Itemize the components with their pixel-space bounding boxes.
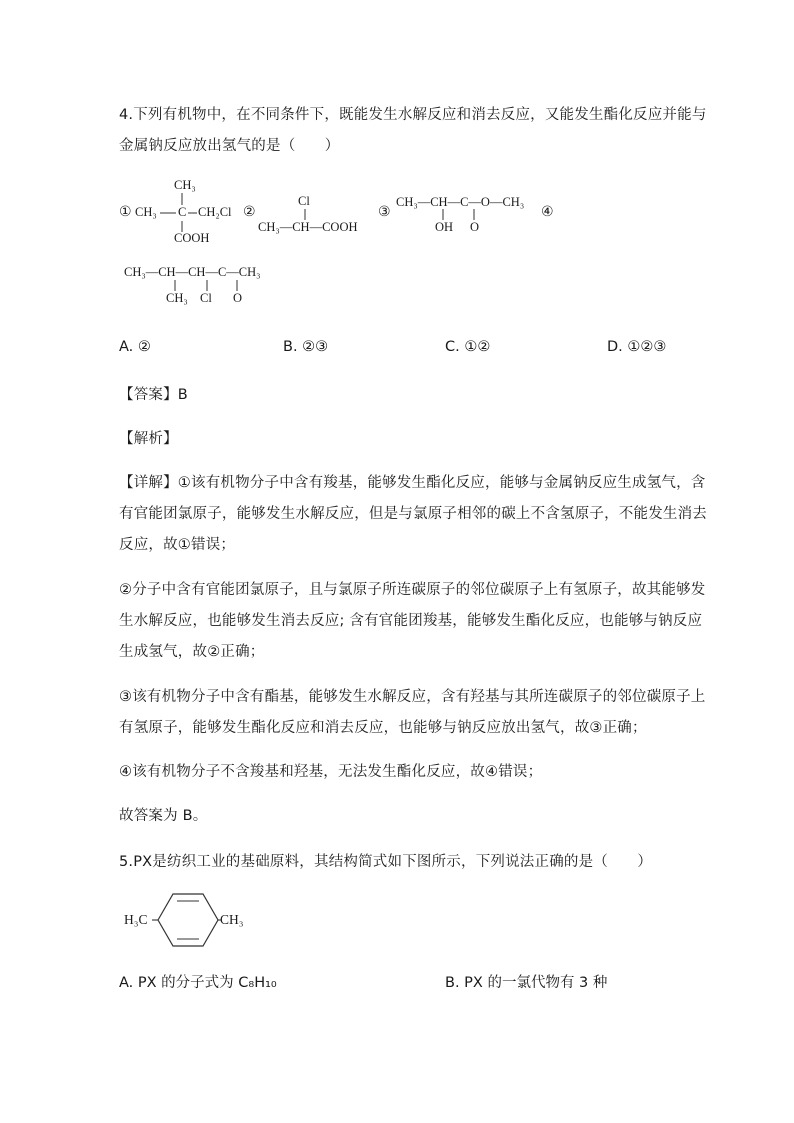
structure-3-number: ③ — [378, 204, 391, 220]
detail-line: 有氢原子，能够发生酯化反应和消去反应，也能够与钠反应放出氢气，故③正确； — [119, 720, 647, 736]
benzene-ring-icon — [118, 890, 258, 950]
q4-option-d: D. ①②③ — [607, 339, 667, 355]
structure-1-cooh: COOH — [174, 231, 210, 245]
q5-option-b: B. PX 的一氯代物有 3 种 — [445, 975, 608, 991]
q4-option-c: C. ①② — [445, 339, 491, 355]
structure-4-chain: CH₃—CH—CH—C—CH₃ — [124, 265, 261, 279]
structure-4-number: ④ — [541, 204, 554, 220]
structure-2-cl: Cl — [298, 194, 310, 208]
px-left-group: H₃C — [124, 912, 148, 927]
detail-line: 反应，故①错误； — [119, 537, 236, 553]
q4-option-a: A. ② — [119, 339, 151, 355]
structure-1-ch3-top: CH₃ — [174, 178, 196, 192]
q5-stem: 5.PX是纺织工业的基础原料，其结构简式如下图所示，下列说法正确的是（ ） — [119, 854, 653, 870]
structure-3-chain: CH₃—CH—C—O—CH₃ — [396, 195, 525, 209]
q4-option-b: B. ②③ — [283, 339, 329, 355]
structure-2-number: ② — [243, 204, 256, 220]
detail-line: 生成氢气，故②正确； — [119, 644, 265, 660]
q4-stem-line1: 4.下列有机物中，在不同条件下，既能发生水解反应和消去反应，又能发生酯化反应并能与 — [119, 107, 707, 123]
structure-3-o: O — [470, 220, 480, 234]
detail-line: ④该有机物分子不含羧基和羟基，无法发生酯化反应，故④错误； — [119, 764, 543, 780]
structure-1-carbon: C — [178, 205, 187, 219]
structure-4-ch3: CH₃ — [166, 291, 188, 305]
q4-answer: 【答案】B — [119, 387, 188, 403]
q4-stem-line2: 金属钠反应放出氢气的是（ ） — [119, 138, 340, 154]
q5-option-a: A. PX 的分子式为 C₈H₁₀ — [119, 975, 277, 991]
detail-line: 生水解反应，也能够发生消去反应; 含有官能团羧基，能够发生酯化反应，也能够与钠反应 — [119, 613, 703, 629]
structure-4-cl: Cl — [200, 291, 212, 305]
structure-4-o: O — [233, 291, 243, 305]
detail-line: ③该有机物分子中含有酯基，能够发生水解反应，含有羟基与其所连碳原子的邻位碳原子上 — [119, 689, 706, 705]
structure-3-oh: OH — [435, 220, 454, 234]
detail-line: 故答案为 B。 — [119, 808, 208, 824]
detail-line: 有官能团氯原子，能够发生水解反应，但是与氯原子相邻的碳上不含氢原子，不能发生消去 — [119, 506, 707, 522]
structure-1-number: ① — [119, 204, 132, 220]
px-right-group: CH₃ — [220, 912, 244, 927]
structure-1-right-group: CH₂Cl — [198, 205, 232, 219]
detail-line: ②分子中含有官能团氯原子，且与氯原子所连碳原子的邻位碳原子上有氢原子，故其能够发 — [119, 582, 706, 598]
q4-analysis-title: 【解析】 — [119, 431, 178, 447]
structure-1-left-group: CH₃ — [135, 205, 157, 219]
structure-2-chain: CH₃—CH—COOH — [258, 220, 358, 234]
structure-4-bonds — [0, 0, 794, 320]
detail-line: 【详解】①该有机物分子中含有羧基，能够发生酯化反应，能够与金属钠反应生成氢气，含 — [119, 475, 706, 491]
